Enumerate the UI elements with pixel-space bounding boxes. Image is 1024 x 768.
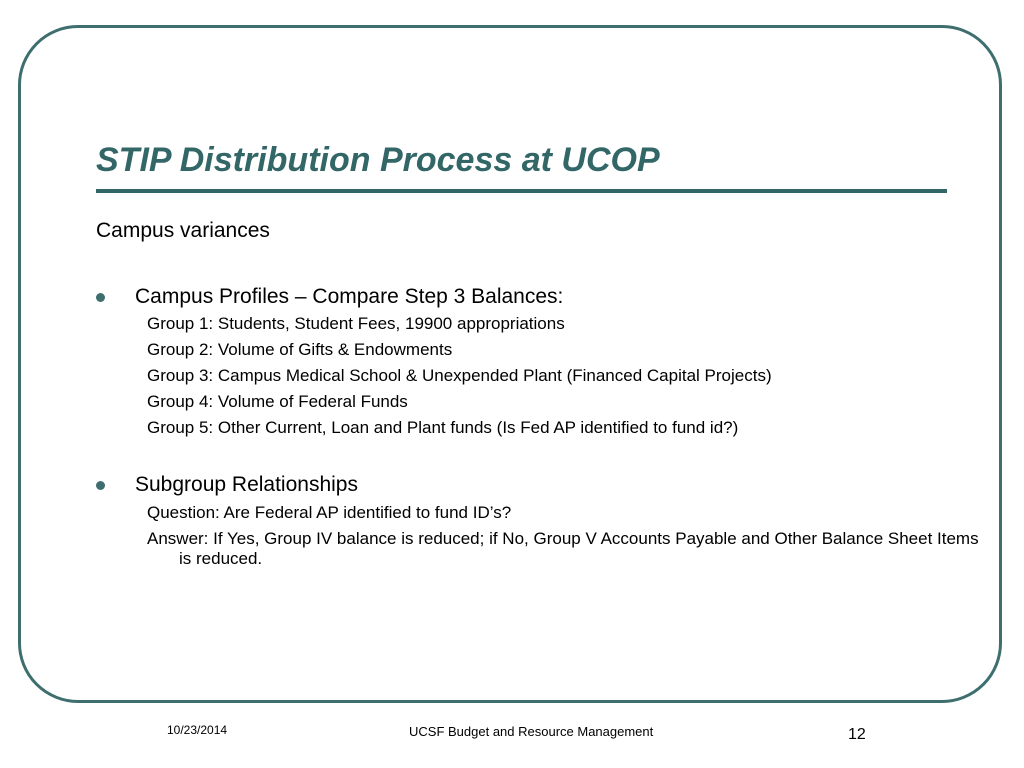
bullet-dot-icon bbox=[96, 481, 105, 490]
list-item: Group 1: Students, Student Fees, 19900 appropriations bbox=[147, 314, 565, 333]
slide-title: STIP Distribution Process at UCOP bbox=[96, 141, 660, 179]
list-item: Group 3: Campus Medical School & Unexpended Plant (Financed Capital Projects) bbox=[147, 366, 772, 385]
campus-profiles-list bbox=[147, 314, 772, 444]
bullet-heading: Campus Profiles – Compare Step 3 Balances: bbox=[135, 285, 564, 308]
page-number: 12 bbox=[848, 726, 866, 743]
bullet-dot-icon bbox=[96, 293, 105, 302]
slide-subtitle: Campus variances bbox=[96, 219, 270, 242]
list-item: Answer: If Yes, Group IV balance is reduced; if No, Group V Accounts Payable and Other Balance Sheet Items is reduced. bbox=[147, 529, 979, 568]
subgroup-relationships-list bbox=[147, 503, 979, 575]
list-item: Group 2: Volume of Gifts & Endowments bbox=[147, 340, 453, 359]
footer-center-text: UCSF Budget and Resource Management bbox=[409, 724, 654, 739]
footer-date: 10/23/2014 bbox=[167, 723, 228, 737]
list-item: Group 5: Other Current, Loan and Plant funds (Is Fed AP identified to fund id?) bbox=[147, 418, 739, 437]
list-item: Group 4: Volume of Federal Funds bbox=[147, 392, 408, 411]
bullet-heading: Subgroup Relationships bbox=[135, 473, 358, 496]
list-item: Question: Are Federal AP identified to fund ID’s? bbox=[147, 503, 512, 522]
title-divider bbox=[96, 189, 947, 193]
